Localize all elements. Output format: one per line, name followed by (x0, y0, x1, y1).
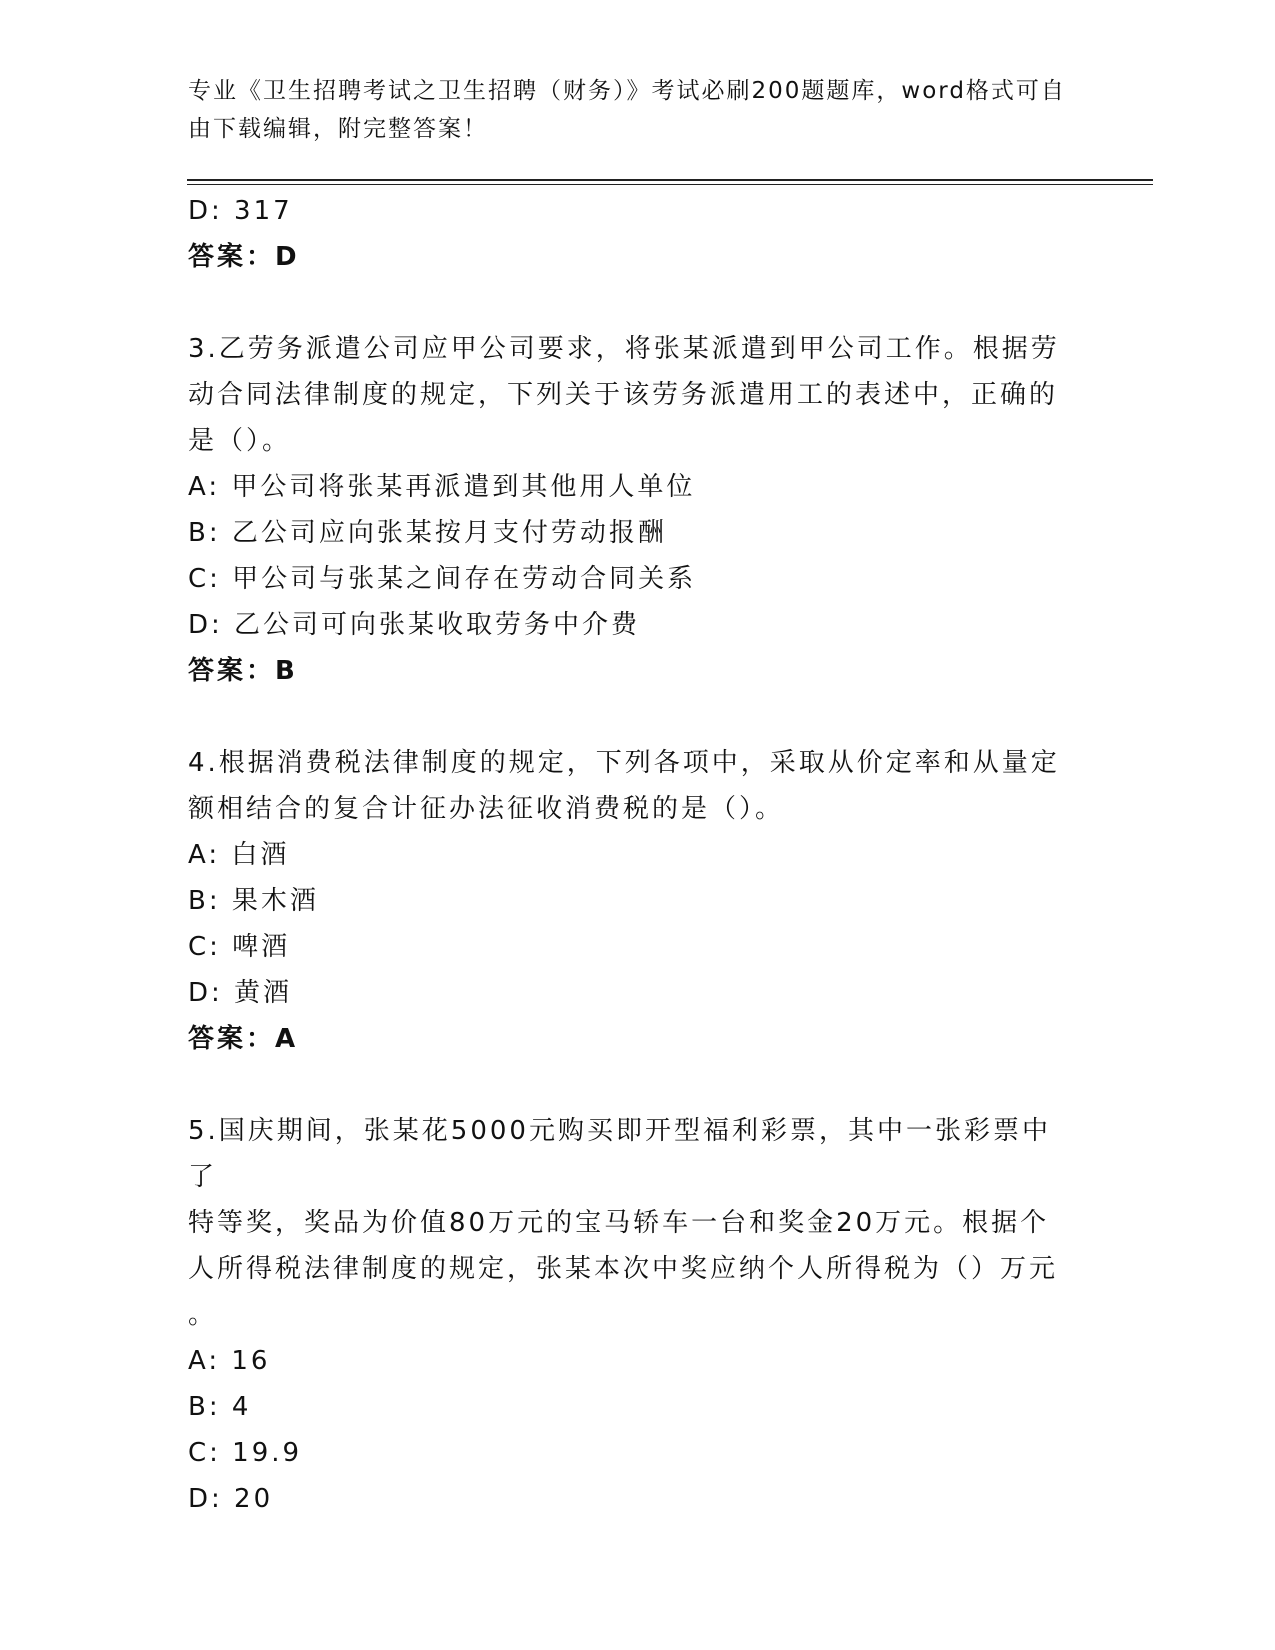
option-d: D: 乙公司可向张某收取劳务中介费 (188, 610, 641, 640)
answer-line: 答案：D (188, 242, 300, 272)
option-c: C: 甲公司与张某之间存在劳动合同关系 (188, 564, 697, 594)
question-block (188, 1108, 1078, 1522)
question-stem-line: 4.根据消费税法律制度的规定，下列各项中，采取从价定率和从量定 (188, 748, 1060, 778)
document-header (188, 72, 1068, 148)
question-stem-line: 。 (188, 1300, 218, 1330)
question-stem-line: 人所得税法律制度的规定，张某本次中奖应纳个人所得税为（）万元 (188, 1254, 1059, 1284)
option-a: A: 白酒 (188, 840, 290, 870)
answer-line: 答案：A (188, 1024, 299, 1054)
question-stem-line: 5.国庆期间，张某花5000元购买即开型福利彩票，其中一张彩票中了 (188, 1116, 1051, 1192)
question-stem-line: 特等奖，奖品为价值80万元的宝马轿车一台和奖金20万元。根据个 (188, 1208, 1050, 1238)
question-stem-line: 动合同法律制度的规定，下列关于该劳务派遣用工的表述中，正确的 (188, 380, 1059, 410)
option-d: D: 20 (188, 1484, 274, 1514)
option-a: A: 甲公司将张某再派遣到其他用人单位 (188, 472, 696, 502)
question-block (188, 326, 1078, 694)
question-stem-line: 是（）。 (188, 426, 292, 456)
header-divider (187, 179, 1153, 181)
option-c: C: 19.9 (188, 1438, 303, 1468)
option-c: C: 啤酒 (188, 932, 291, 962)
header-divider-thin (187, 184, 1153, 185)
question-block (188, 740, 1078, 1062)
question-stem-line: 额相结合的复合计征办法征收消费税的是（）。 (188, 794, 785, 824)
option-d: D: 黄酒 (188, 978, 293, 1008)
answer-line: 答案：B (188, 656, 298, 686)
question-block (188, 188, 1078, 280)
option-b: B: 乙公司应向张某按月支付劳动报酬 (188, 518, 667, 548)
header-title: 专业《卫生招聘考试之卫生招聘（财务）》考试必刷200题题库，word格式可自由下载编辑，附完整答案！ (188, 78, 1066, 142)
question-list (188, 188, 1078, 1522)
option-b: B: 4 (188, 1392, 252, 1422)
question-stem-line: 3.乙劳务派遣公司应甲公司要求，将张某派遣到甲公司工作。根据劳 (188, 334, 1060, 364)
option-b: B: 果木酒 (188, 886, 319, 916)
option-a: A: 16 (188, 1346, 271, 1376)
option-d: D: 317 (188, 196, 293, 226)
